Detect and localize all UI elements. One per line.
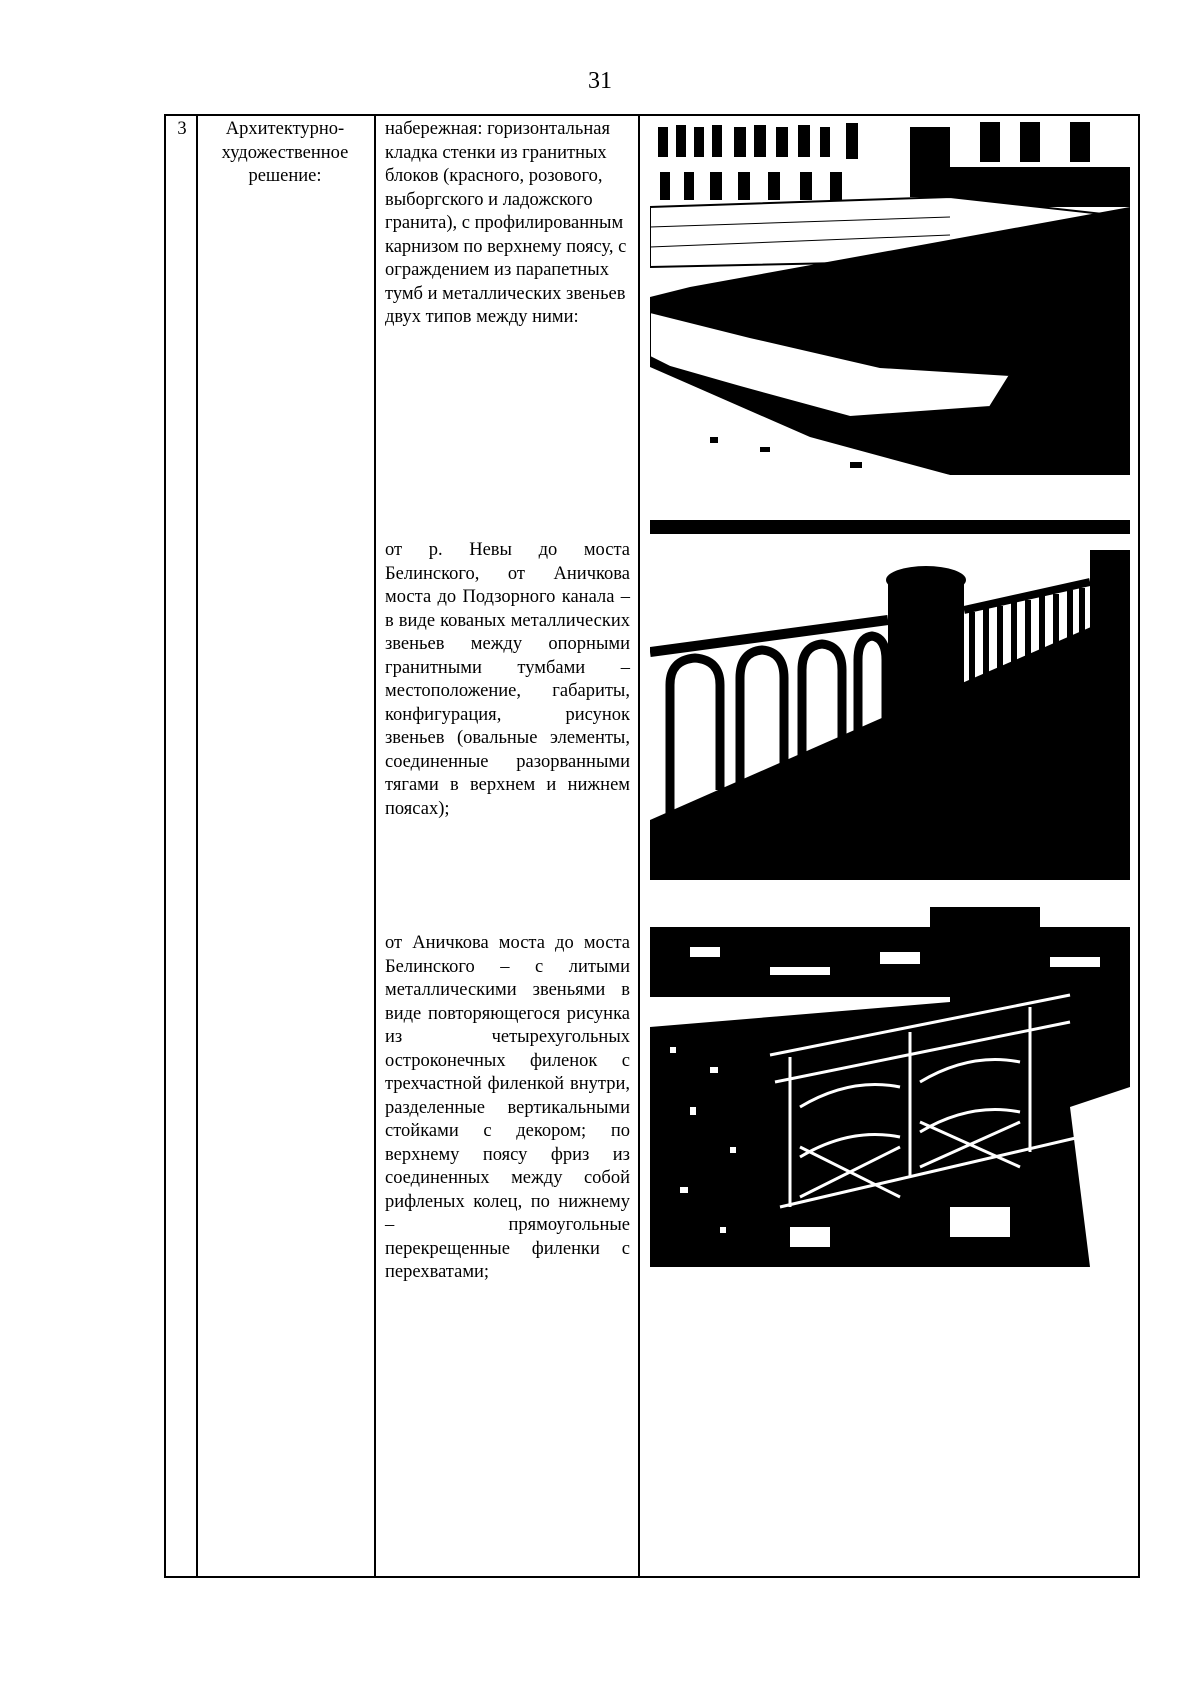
cast-railing-photo [650, 907, 1130, 1267]
cast-railing-description: от Аничкова моста до моста Белинского – с литыми металлическими звеньями в виде повторяющегося рисунка из четырехугольных остроконечных филенок с трехчастной филенкой внутри, разделенные вертикальными стойками с декором; по верхнему поясу фриз из соединенных между собой рифленых колец, по нижнему – прямоугольные перекрещенные филенки с перехватами; [385, 933, 630, 1282]
section-title: Архитектурно-художественное решение: [221, 119, 349, 186]
row-index: 3 [177, 119, 187, 139]
page-number: 31 [588, 68, 612, 94]
column-divider [196, 114, 198, 1578]
forged-railing-description: от р. Невы до моста Белинского, от Аничкова моста до Подзорного канала – в виде кованых металлических звеньев между опорными гранитными тумбами – местоположение, габариты, конфигурация, рисунок звеньев (овальные элементы, соединенные разорванными тягами в верхнем и нижнем поясах); [385, 540, 630, 819]
granite-embankment-photo [650, 117, 1130, 475]
forged-railing-photo [650, 520, 1130, 880]
column-divider [638, 114, 640, 1578]
embankment-description: набережная: горизонтальная кладка стенки из гранитных блоков (красного, розового, выборгского и ладожского гранита), с профилированным карнизом по верхнему поясу, с ограждением из парапетных тумб и металлических звеньев двух типов между ними: [385, 119, 627, 327]
column-divider [374, 114, 376, 1578]
